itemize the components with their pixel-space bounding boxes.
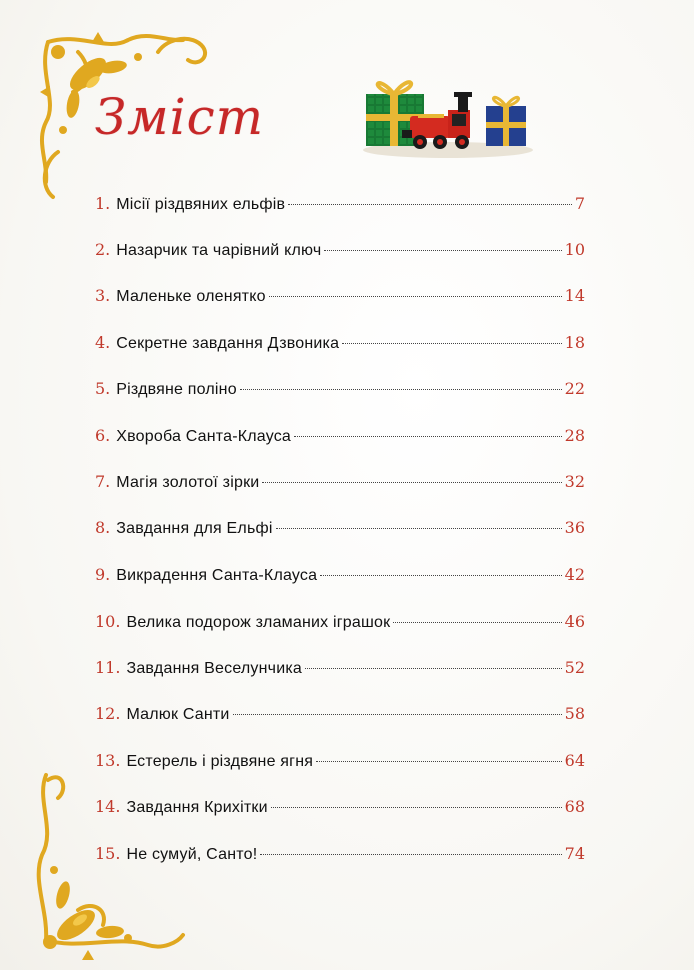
page-number: 10	[564, 240, 585, 259]
toc-entry[interactable]	[95, 844, 585, 870]
leader-dots	[240, 389, 562, 390]
chapter-number: 15.	[95, 844, 121, 863]
page-number: 18	[564, 333, 585, 352]
toc-entry[interactable]	[95, 518, 585, 544]
chapter-title: Назарчик та чарівний ключ	[116, 242, 322, 259]
chapter-title: Не сумуй, Санто!	[126, 846, 258, 863]
page-number: 52	[564, 658, 585, 677]
toc-entry[interactable]	[95, 426, 585, 452]
page-number: 28	[564, 426, 585, 445]
page-title: Зміст	[95, 88, 265, 146]
chapter-title: Естерель і різдвяне ягня	[126, 753, 314, 770]
page-number: 68	[564, 797, 585, 816]
christmas-gifts-and-toy-train-icon	[358, 64, 536, 164]
leader-dots	[320, 575, 561, 576]
chapter-number: 7.	[95, 472, 111, 491]
toc-entry[interactable]	[95, 240, 585, 266]
chapter-number: 11.	[95, 658, 121, 677]
chapter-number: 10.	[95, 612, 121, 631]
chapter-number: 9.	[95, 565, 111, 584]
leader-dots	[262, 482, 561, 483]
chapter-title: Завдання Крихітки	[126, 799, 268, 816]
chapter-number: 1.	[95, 194, 111, 213]
toc-entry[interactable]	[95, 472, 585, 498]
chapter-number: 12.	[95, 704, 121, 723]
leader-dots	[271, 807, 562, 808]
page-number: 14	[564, 286, 585, 305]
leader-dots	[233, 714, 562, 715]
chapter-title: Малюк Санти	[126, 706, 230, 723]
leader-dots	[316, 761, 562, 762]
leader-dots	[294, 436, 562, 437]
leader-dots	[269, 296, 562, 297]
chapter-title: Секретне завдання Дзвоника	[116, 335, 340, 352]
leader-dots	[342, 343, 561, 344]
page-number: 42	[564, 565, 585, 584]
leader-dots	[288, 204, 572, 205]
chapter-number: 6.	[95, 426, 111, 445]
page-number: 32	[564, 472, 585, 491]
page-number: 64	[564, 751, 585, 770]
chapter-title: Велика подорож зламаних іграшок	[126, 614, 391, 631]
leader-dots	[305, 668, 562, 669]
chapter-title: Завдання для Ельфі	[116, 520, 273, 537]
toc-entry[interactable]	[95, 333, 585, 359]
chapter-title: Хвороба Санта-Клауса	[116, 428, 292, 445]
leader-dots	[276, 528, 562, 529]
chapter-number: 2.	[95, 240, 111, 259]
chapter-title: Завдання Веселунчика	[126, 660, 302, 677]
page-number: 58	[564, 704, 585, 723]
leader-dots	[393, 622, 561, 623]
chapter-number: 8.	[95, 518, 111, 537]
toc-entry[interactable]	[95, 751, 585, 777]
toc-entry[interactable]	[95, 612, 585, 638]
toc-entry[interactable]	[95, 379, 585, 405]
toc-entry[interactable]	[95, 797, 585, 823]
toc-entry[interactable]	[95, 565, 585, 591]
chapter-number: 4.	[95, 333, 111, 352]
chapter-title: Маленьке оленятко	[116, 288, 266, 305]
chapter-title: Місії різдвяних ельфів	[116, 196, 286, 213]
page-number: 36	[564, 518, 585, 537]
chapter-title: Викрадення Санта-Клауса	[116, 567, 318, 584]
chapter-number: 13.	[95, 751, 121, 770]
chapter-number: 3.	[95, 286, 111, 305]
page-number: 74	[564, 844, 585, 863]
chapter-number: 5.	[95, 379, 111, 398]
chapter-number: 14.	[95, 797, 121, 816]
page-number: 7	[574, 194, 585, 213]
chapter-title: Магія золотої зірки	[116, 474, 260, 491]
toc-entry[interactable]	[95, 658, 585, 684]
page-number: 22	[564, 379, 585, 398]
page-number: 46	[564, 612, 585, 631]
toc-entry[interactable]	[95, 704, 585, 730]
leader-dots	[324, 250, 561, 251]
toc-entry[interactable]	[95, 194, 585, 220]
chapter-title: Різдвяне поліно	[116, 381, 237, 398]
leader-dots	[260, 854, 561, 855]
toc-entry[interactable]	[95, 286, 585, 312]
